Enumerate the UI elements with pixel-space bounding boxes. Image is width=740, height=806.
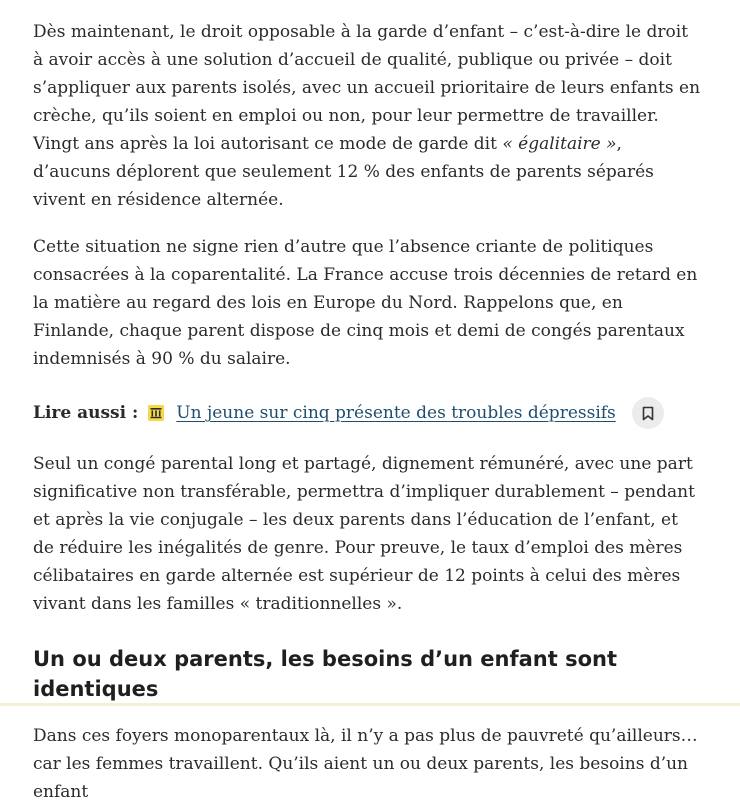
paragraph-2: Cette situation ne signe rien d’autre que l’absence criante de politiques consacrées à la coparentalité. La France accuse trois décennies de retard en la matière au regard des lois en Europe du Nord. Rappelons que, en Finlande, chaque parent dispose de cinq mois et demi de congés parentaux indemnisés à 90 % du salaire.: [33, 237, 698, 369]
section-heading: Un ou deux parents, les besoins d’un enfant sont identiques: [33, 647, 618, 701]
bottom-divider: [0, 703, 740, 706]
quoted-term: « égalitaire »: [502, 134, 617, 154]
paragraph-3: Seul un congé parental long et partagé, dignement rémunéré, avec une part significative non transférable, permettra d’impliquer durablement – pendant et après la vie conjugale – les deux parents dans l’éducation de l’enfant, et de réduire les inégalités de genre. Pour preuve, le taux d’emploi des mères célibataires en garde alternée est supérieur de 12 points à celui des mères vivant dans les familles « traditionnelles ».: [33, 454, 695, 614]
paragraph-4: Dans ces foyers monoparentaux là, il n’y a pas plus de pauvreté qu’ailleurs… car les femmes travaillent. Qu’ils aient un ou deux parents, les besoins d’un enfant: [33, 726, 698, 802]
read-also-block: [33, 394, 740, 432]
paragraph-1-end: , d’aucuns déplorent que seulement 12 % des enfants de parents séparés vivent en résidence alternée.: [33, 134, 654, 210]
bookmark-button[interactable]: [632, 397, 664, 429]
paragraph-1: [33, 18, 701, 214]
premium-article-icon: [148, 405, 164, 421]
paragraph-1-start: Dès maintenant, le droit opposable à la garde d’enfant – c’est-à-dire le droit à avoir accès à une solution d’accueil de qualité, publique ou privée – doit s’appliquer aux parents isolés, avec un accueil prioritaire de leurs enfants en crèche, qu’ils soient en emploi ou non, pour leur permettre de travailler. Vingt ans après la loi autorisant ce mode de garde dit: [33, 22, 701, 154]
bookmark-icon: [642, 406, 654, 421]
related-article-link[interactable]: Un jeune sur cinq présente des troubles dépressifs: [176, 403, 616, 423]
read-also-label: Lire aussi :: [33, 403, 139, 423]
